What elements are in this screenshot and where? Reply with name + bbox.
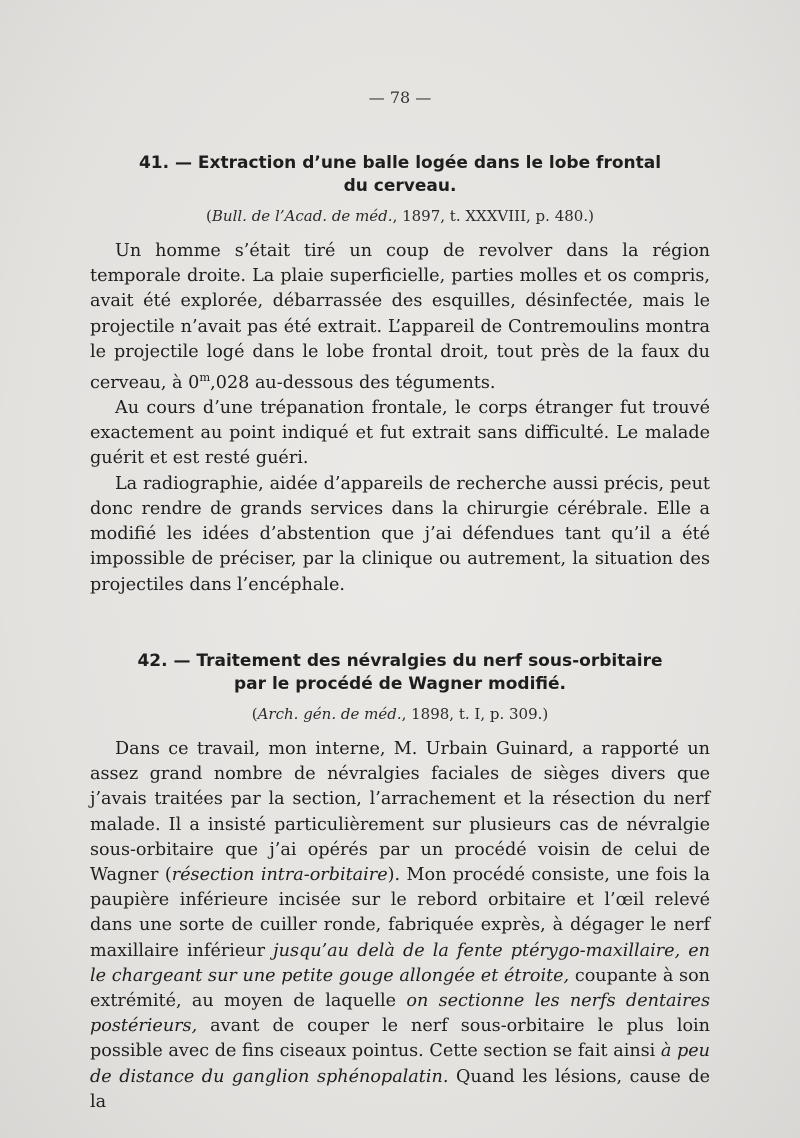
italic-text: on sectionne les nerfs dentaires postérieurs, (90, 991, 710, 1037)
section-title (90, 650, 710, 696)
section-title (90, 152, 710, 198)
citation-journal: Arch. gén. de méd. (257, 705, 402, 723)
italic-text: jusqu’au delà de la fente ptérygo-maxillaire, en le chargeant sur une petite gouge allongée et étroite, (90, 940, 710, 986)
page-number: — 78 — (368, 88, 432, 107)
unit-superscript: m (199, 370, 211, 385)
citation-journal: Bull. de l’Acad. de méd. (211, 207, 393, 225)
paragraph-text: Un homme s’était tiré un coup de revolver dans la région temporale droite. La plaie superficielle, parties molles et os compris, avait été explorée, débarrassée des esquilles, désinfectée, mais le projectile n’avait pas été extrait. L’appareil de Contremoulins montra le projectile logé dans le lobe frontal droit, tout près de la faux du cerveau, à 0 (90, 241, 710, 393)
paragraph-text: avant de couper le nerf sous-orbitaire le plus loin possible avec de fins ciseaux pointus. Cette section se fait ainsi (90, 1016, 710, 1062)
section-body (90, 239, 710, 598)
section-42 (90, 650, 710, 1115)
paragraph-text: Quand les lésions, cause de la (90, 1066, 710, 1112)
section-title-line: 41. — Extraction d’une balle logée dans le lobe frontal (138, 153, 662, 173)
section-title-line: 42. — Traitement des névralgies du nerf sous-orbitaire (137, 651, 663, 671)
paragraph-text: coupante à son extrémité, au moyen de laquelle (90, 965, 710, 1012)
paragraph-text: ). Mon procédé consiste, une fois la paupière inférieure incisée sur le rebord orbitaire et l’œil relevé dans une sorte de cuiller ronde, fabriquée exprès, à dégager le nerf maxillaire inférieur (90, 865, 711, 961)
italic-text: à peu de distance du ganglion sphénopalatin. (90, 1041, 710, 1087)
paragraph-text: Dans ce travail, mon interne, M. Urbain Guinard, a rapporté un assez grand nombre de névralgies faciales de sièges divers que j’avais traitées par la section, l’arrachement et la résection du nerf malade. Il a insisté particulièrement sur plusieurs cas de névralgie sous-orbitaire que j’ai opérés par un procédé voisin de celui de Wagner ( (90, 739, 710, 886)
citation-open: ( (206, 207, 212, 225)
citation-details: , 1898, t. I, p. 309.) (401, 705, 549, 723)
citation-details: , 1897, t. XXXVIII, p. 480.) (392, 207, 594, 225)
citation (90, 207, 710, 225)
paragraph-text: ,028 au-dessous des téguments. (210, 372, 496, 393)
italic-text: résection intra-orbitaire (171, 865, 388, 886)
section-title-line: par le procédé de Wagner modifié. (234, 674, 566, 694)
section-body (90, 737, 710, 1115)
paragraph (90, 239, 710, 396)
paragraph: La radiographie, aidée d’appareils de recherche aussi précis, peut donc rendre de grands services dans la chirurgie cérébrale. Elle a modifié les idées d’abstention que j’ai défendues tant qu’il a été impossible de préciser, par la clinique ou autrement, la situation des projectiles dans l’encéphale. (90, 473, 710, 595)
paragraph: Au cours d’une trépanation frontale, le corps étranger fut trouvé exactement au point indiqué et fut extrait sans difficulté. Le malade guérit et est resté guéri. (90, 398, 710, 469)
paragraph (90, 737, 710, 1115)
citation (90, 705, 710, 723)
citation-open: ( (251, 705, 258, 723)
section-title-line: du cerveau. (343, 176, 457, 196)
section-41 (90, 152, 710, 598)
